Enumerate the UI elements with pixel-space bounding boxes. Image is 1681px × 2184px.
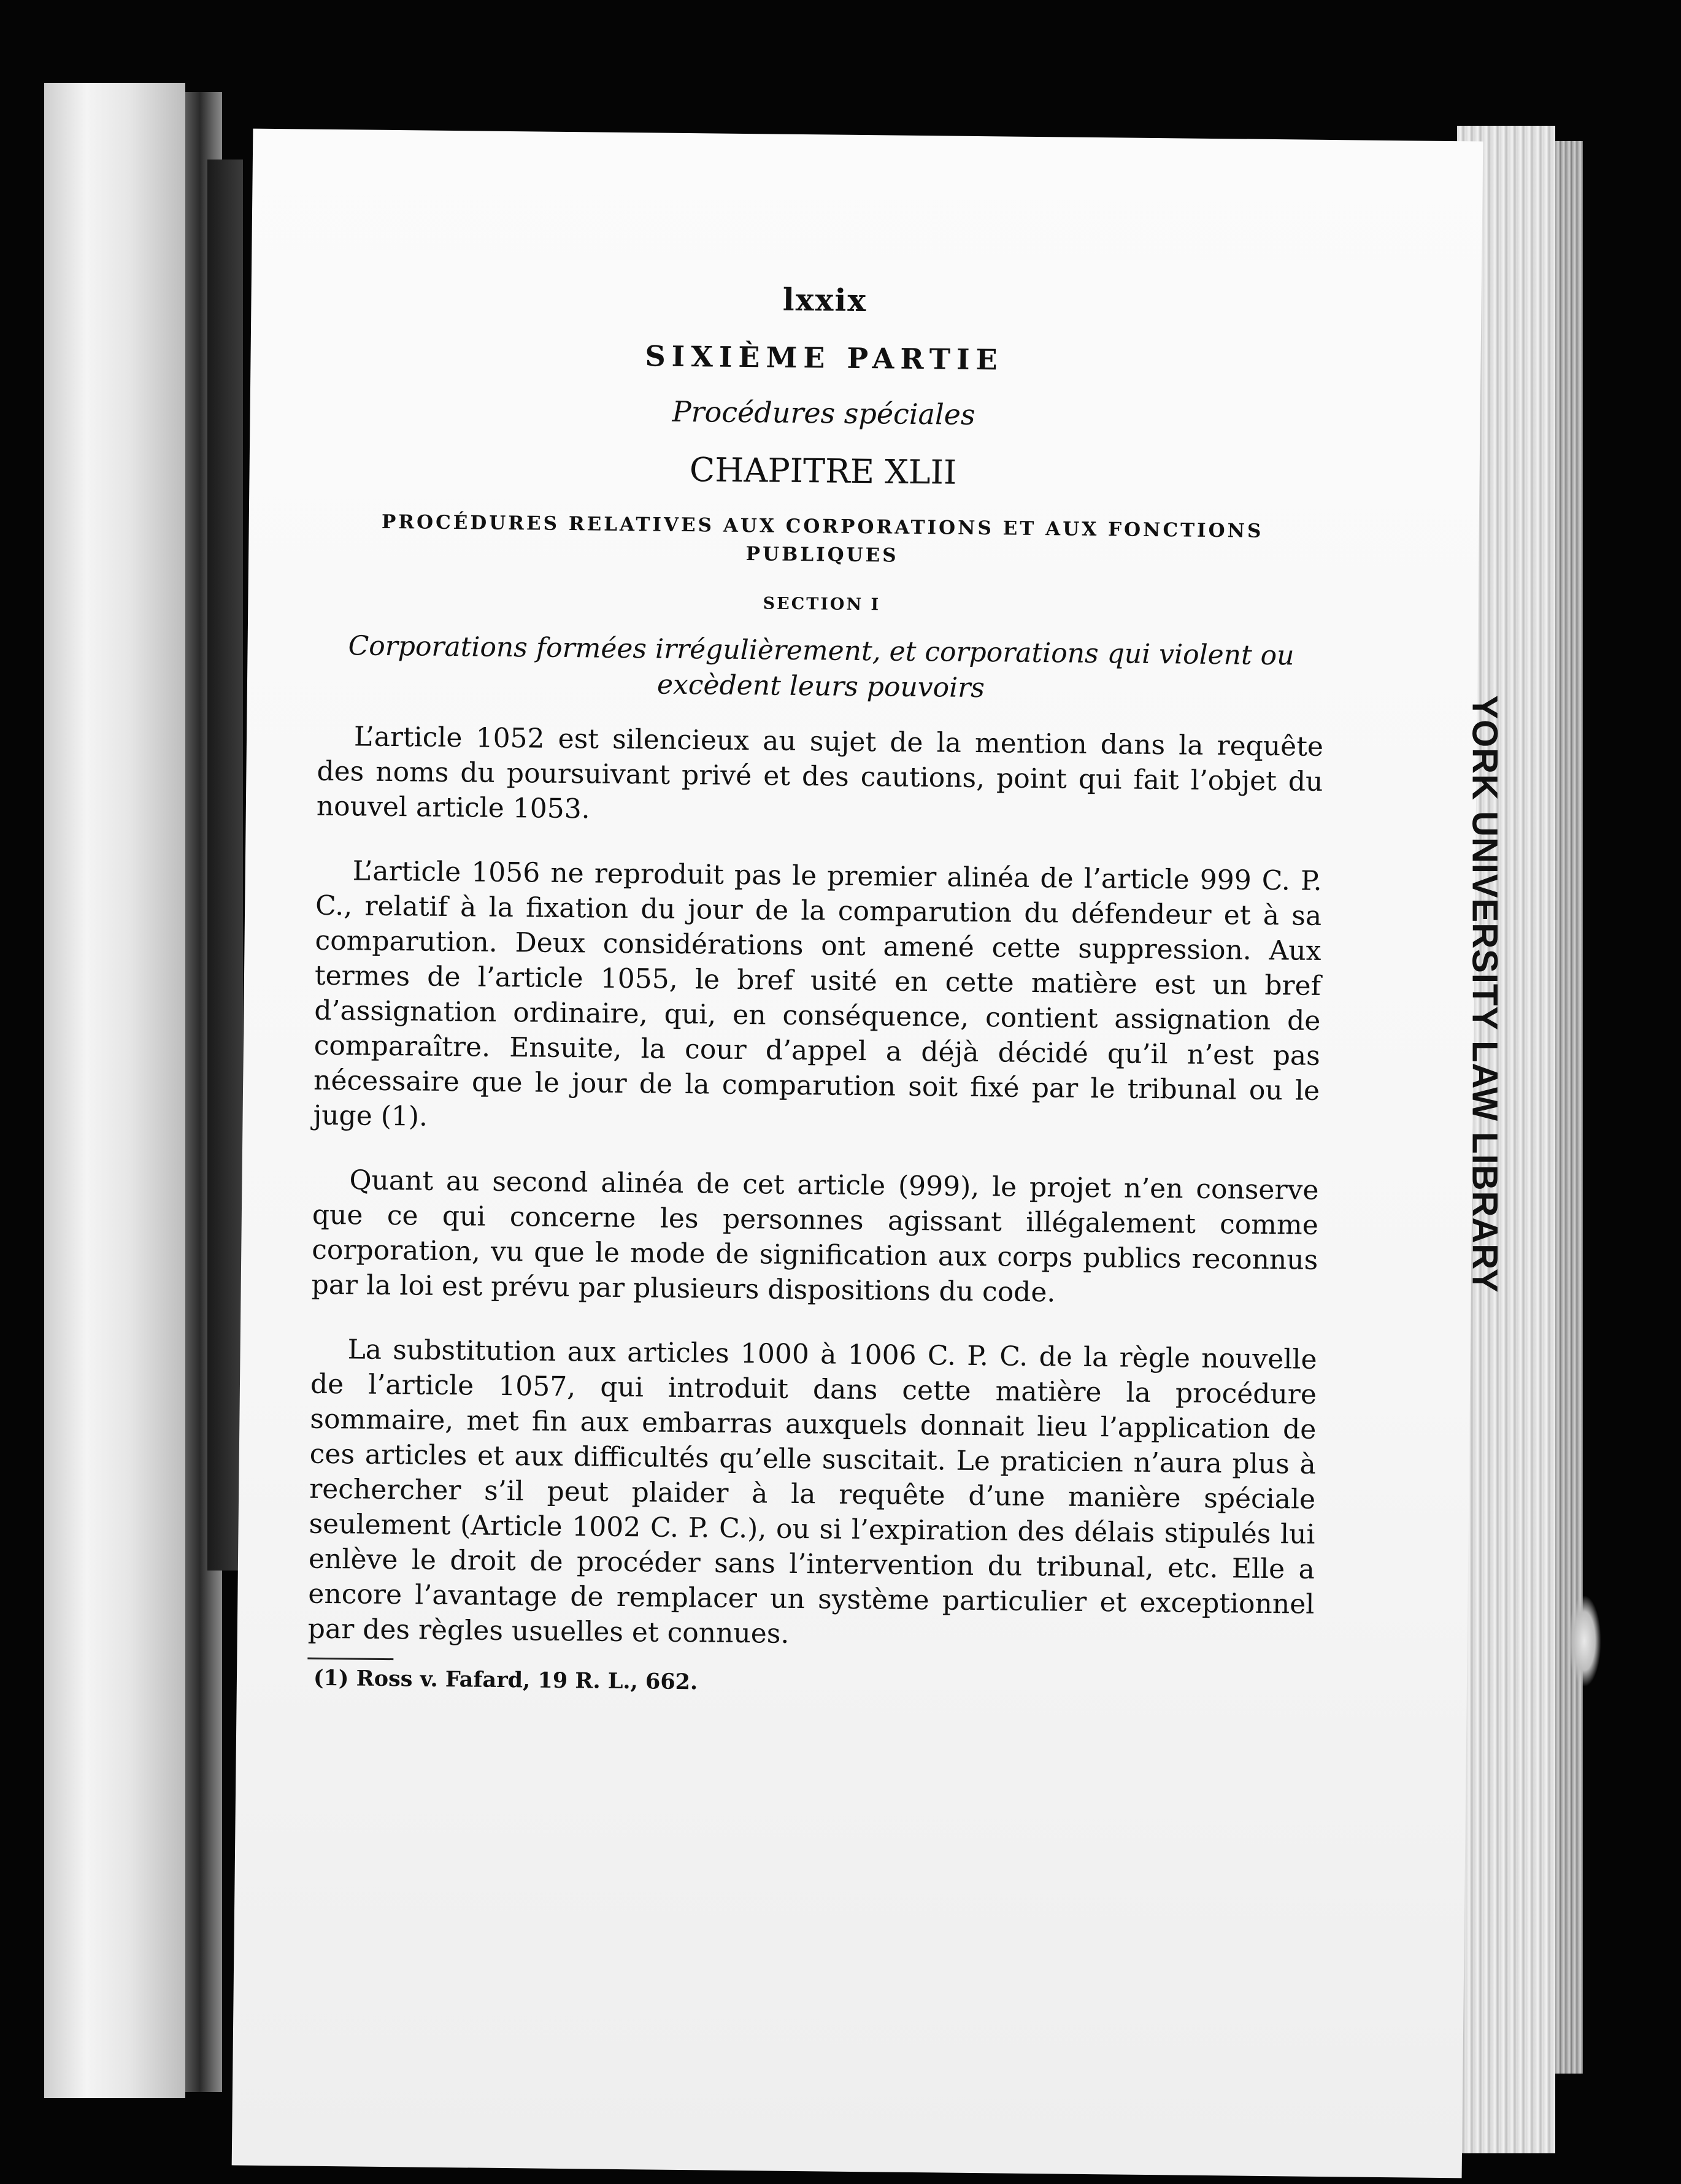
chapter-heading: PROCÉDURES RELATIVES AUX CORPORATIONS ET AUX FONCTIONS PUBLIQUES [381,510,1264,567]
left-binding-dark [207,160,243,1571]
left-page-edge [44,83,185,2098]
paragraph-1: L’article 1052 est silencieux au sujet de la mention dans la requête des noms du poursuivant privé et des cautions, point qui fait l’objet du nouvel article 1053. [316,721,1324,825]
library-stamp-text: YORK UNIVERSITY LAW LIBRARY [1464,694,1505,1293]
part-subtitle: Procédures spéciales [672,394,975,431]
paragraph-3: Quant au second alinéa de cet article (999), le projet n’en conserve que ce qui concerne les personnes agissant illégalement comme corporation, vu que le mode de signification aux corps publics reconnus par la loi est prévu par plusieurs dispositions du code. [311,1164,1319,1309]
page-number: lxxix [782,281,867,319]
footnote-divider [307,1658,393,1660]
section-title: Corporations formées irrégulièrement, et corporations qui violent ou excèdent leurs pouvoirs [348,630,1294,704]
library-stamp [1463,687,1506,1301]
section-label: SECTION I [763,594,881,615]
book-page [232,129,1483,2178]
part-title: SIXIÈME PARTIE [645,339,1004,377]
paragraph-2: L’article 1056 ne reproduit pas le premier alinéa de l’article 999 C. P. C., relatif à la fixation du jour de la comparution du défendeur et à sa comparution. Deux considérations ont amené cette suppression. Aux termes de l’article 1055, le bref usité en cette matière est un bref d’assignation ordinaire, qui, en conséquence, contient assignation de comparaître. Ensuite, la cour d’appel a déjà décidé qu’il n’est pas nécessaire que le jour de la comparution soit fixé par le tribunal ou le juge (1). [313,855,1322,1132]
paragraph-4: La substitution aux articles 1000 à 1006 C. P. C. de la règle nouvelle de l’article 1057, qui introduit dans cette matière la procédure sommaire, met fin aux embarras auxquels donnait lieu l’application de ces articles et aux difficultés qu’elle suscitait. Le praticien n’aura plus à rechercher s’il peut plaider à la requête d’une manière spéciale seulement (Article 1002 C. P. C.), ou si l’expiration des délais stipulés lui enlève le droit de procéder sans l’intervention du tribunal, etc. Elle a encore l’avantage de remplacer un système particulier et exceptionnel par des règles usuelles et connues. [307,1334,1317,1650]
torn-paper-mark [1568,1595,1601,1687]
chapter-title: CHAPITRE XLII [689,450,957,492]
footnote: (1) Ross v. Fafard, 19 R. L., 662. [313,1665,698,1695]
page-content [307,277,1328,1701]
right-page-stack-edge [1555,141,1583,2074]
